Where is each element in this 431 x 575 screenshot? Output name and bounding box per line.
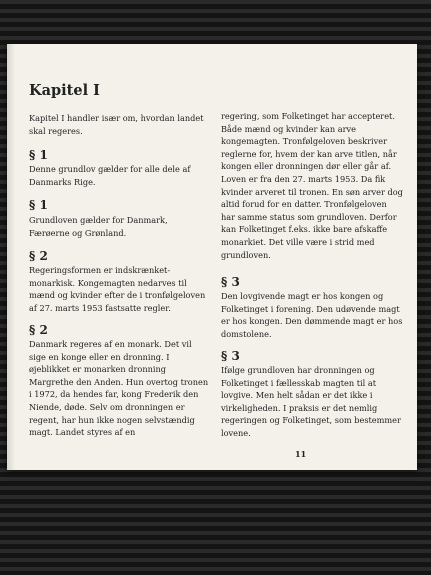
section-1b-heading: § 1: [29, 198, 48, 212]
section-2b-heading: § 2: [29, 323, 48, 337]
section-1a-text: Denne grundlov gælder for alle dele af Danmarks Rige.: [29, 164, 191, 187]
continuation-text: regering, som Folketinget har accepteret. Både mænd og kvinder kan arve kongemagten. Tronfølgeloven beskriver reglerne for, hvem der kan arve titlen, når kongen eller dronningen dør eller går af. Loven er fra den 27. marts 1953. Da fik kvinder arveret til tronen. En søn arver dog altid forud for en datter. Tronfølgeloven har samme status som grundloven. Derfor kan Folketinget f.eks. ikke bare afskaffe monarkiet. Det ville være i strid med grundloven.: [221, 111, 403, 260]
section-2b-text: Danmark regeres af en monark. Det vil sige en konge eller en dronning. I øjeblikket er monarken dronning Margrethe den Anden. Hun overtog tronen i 1972, da hendes far, kong Frederik den Niende, døde. Selv om dronningen er regent, har hun ikke nogen selvstændig magt. Landet styres af en: [29, 339, 209, 438]
chapter-title: Kapitel I: [29, 82, 100, 99]
page-binding-edge: [7, 44, 15, 470]
section-2a-heading: § 2: [29, 249, 48, 263]
book-page: [7, 44, 417, 470]
section-3a-heading: § 3: [221, 275, 240, 289]
section-1a-heading: § 1: [29, 148, 48, 162]
section-3b-text: Ifølge grundloven har dronningen og Folketinget i fællesskab magten til at lovgive. Men helt sådan er det ikke i virkeligheden. I praksis er det nemlig regeringen og Folketinget, som bestemmer lovene.: [221, 365, 401, 438]
section-2a-text: Regeringsformen er indskrænket-monarkisk. Kongemagten nedarves til mænd og kvinder efter de i tronfølgeloven af 27. marts 1953 fastsatte regler.: [29, 265, 206, 313]
section-1b-text: Grundloven gælder for Danmark, Færøerne og Grønland.: [29, 215, 168, 238]
section-3a-text: Den lovgivende magt er hos kongen og Folketinget i forening. Den udøvende magt er hos kongen. Den dømmende magt er hos domstolene.: [221, 291, 403, 339]
intro-text: Kapitel I handler især om, hvordan landet skal regeres.: [29, 113, 204, 136]
section-3b-heading: § 3: [221, 349, 240, 363]
page-number: 11: [295, 449, 307, 459]
